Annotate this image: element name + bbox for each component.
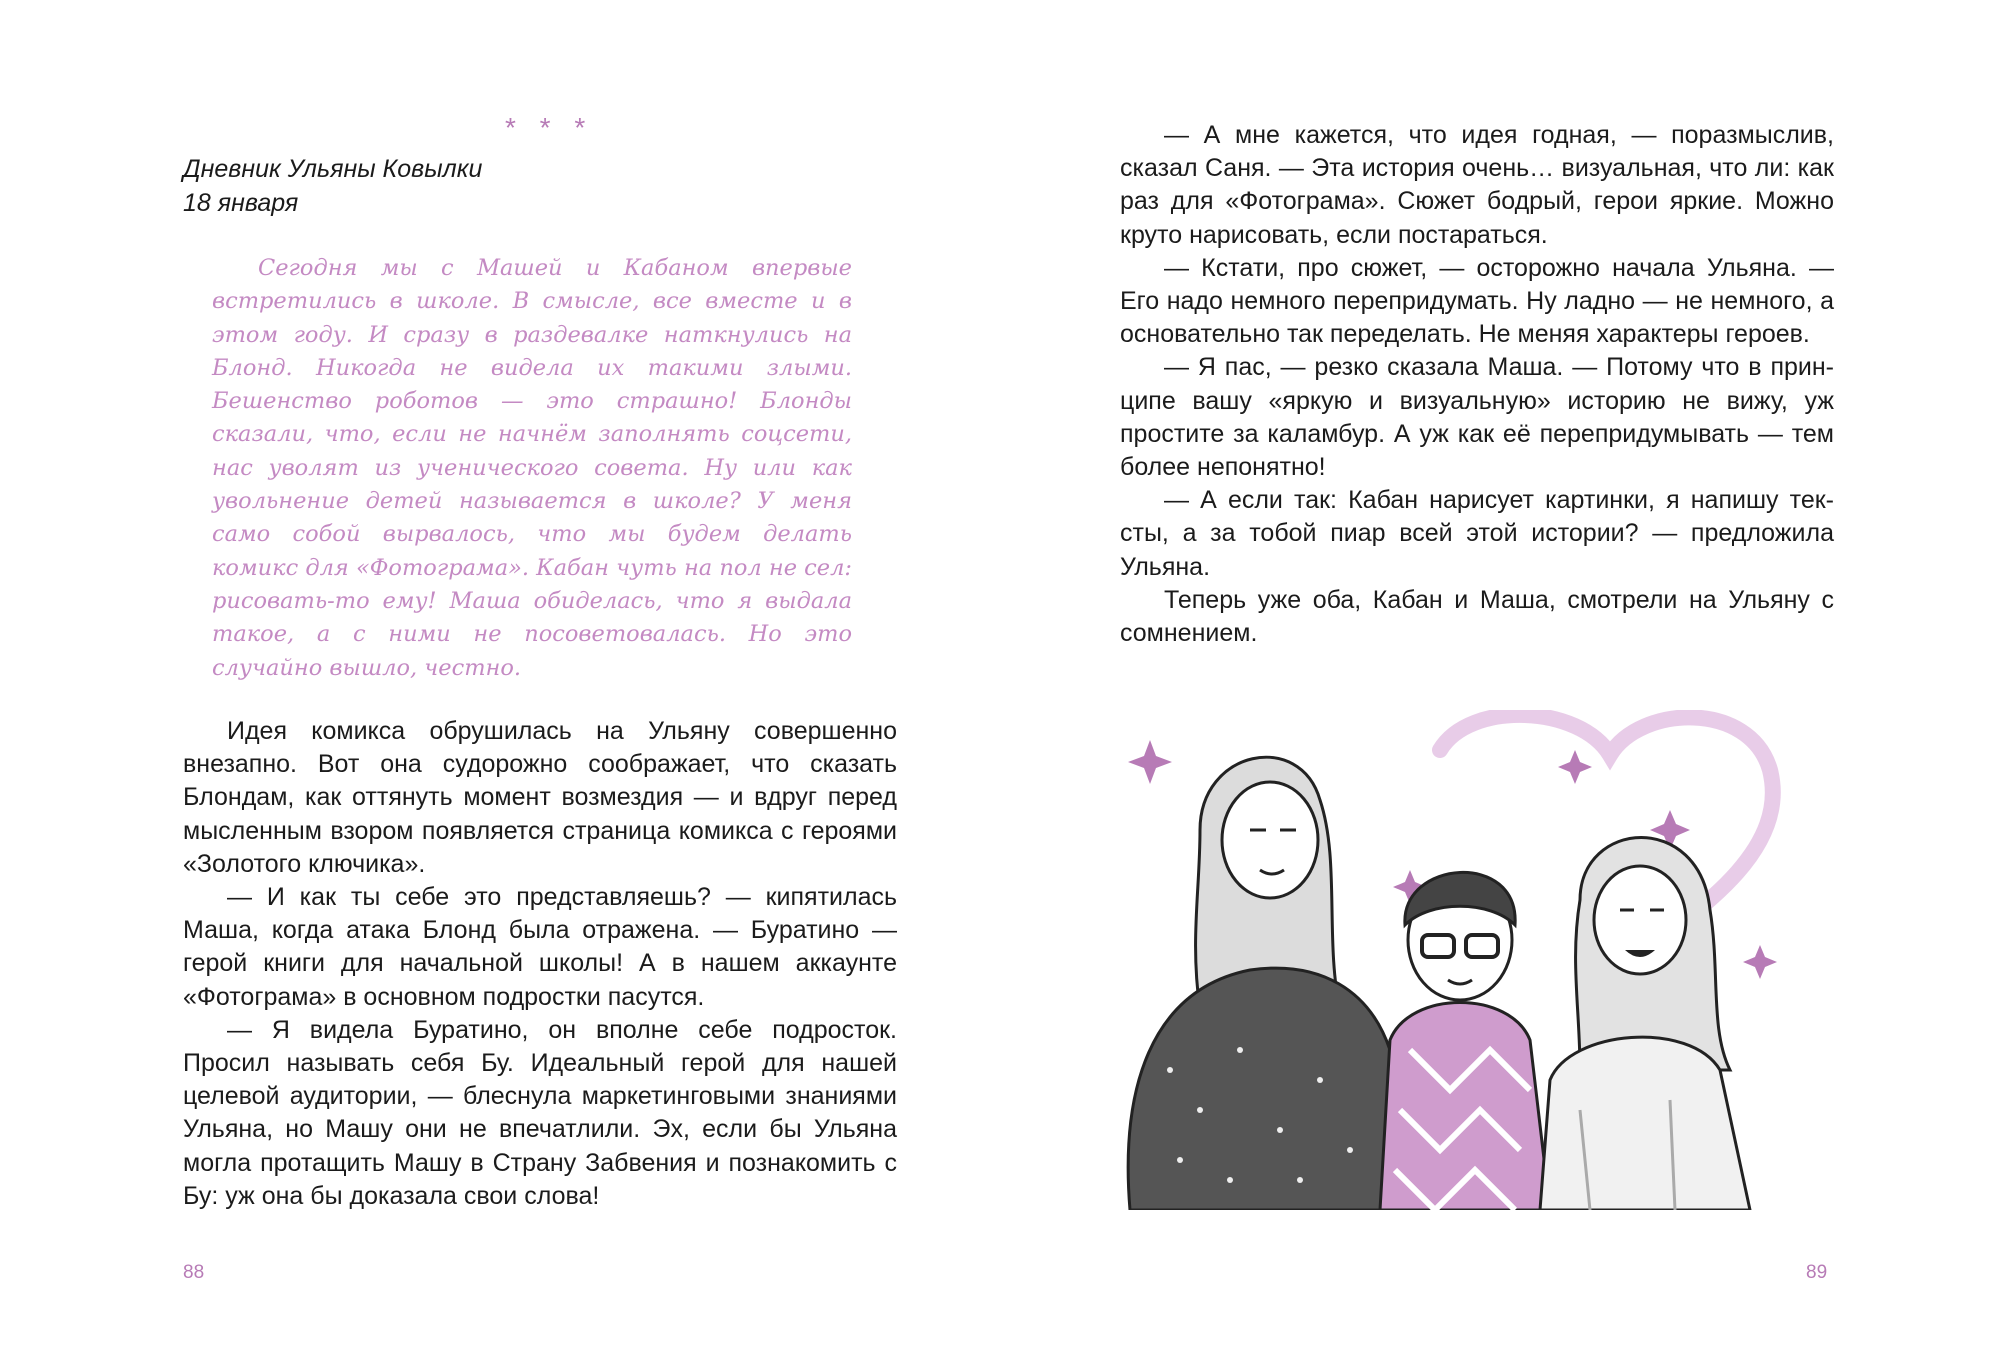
sparkle-icon [1558,750,1592,784]
character-middle [1380,872,1550,1210]
three-friends-illustration [1110,710,1830,1210]
section-separator: * * * [505,112,594,143]
page-number-right: 89 [1806,1262,1828,1283]
character-left [1128,757,1410,1210]
sparkle-icon [1128,740,1172,784]
page-number-left: 88 [183,1262,205,1283]
paragraph: — Я пас, — резко сказала Маша. — Потому что в принципе вашу «яркую и визуальную» историю не вижу, уж простите за каламбур. А уж как её перепридумывать — тем более непонятно! [1120,353,1834,482]
right-page [1000,0,2000,1370]
paragraph: — А если так: Кабан нарисует картинки, я напишу тексты, а за тобой пиар всей этой истории? — предложила Ульяна. [1120,486,1834,581]
diary-title: Дневник Ульяны Ковылки [183,155,483,183]
paragraph: — А мне кажется, что идея годная, — поразмыслив, сказал Саня. — Эта история очень… визуальная, что ли: как раз для «Фотограма». Сюжет бодрый, герои яркие. Можно круто нарисовать, если постараться. [1120,121,1834,249]
paragraph: Теперь уже оба, Кабан и Маша, смотрели на Ульяну с сомнением. [1120,585,1834,648]
left-body-text [183,715,897,1213]
diary-entry [212,252,852,685]
right-body-text [1120,119,1834,650]
diary-heading [183,152,482,220]
paragraph: — И как ты себе это представляешь? — кипятилась Маша, когда атака Блонд была отражена. — Буратино — герой книги для начальной школы! А в нашем аккаунте «Фотограма» в основном подростки пасутся. [183,883,897,1011]
paragraph: Идея комикса обрушилась на Ульяну совершенно внезапно. Вот она судорожно соображает, что сказать Блондам, как оттянуть момент возмездия — и вдруг перед мысленным взором появляется страница комикса с героями «Золотого ключика». [183,717,897,878]
diary-entry-text: Сегодня мы с Машей и Кабаном впервые встретились в школе. В смысле, все вместе и в этом году. И сразу в раздевалке наткнулись на Блонд. Никогда не видела их такими злыми. Бешенство роботов — это страшно! Блонды сказали, что, если не начнём заполнять соцсети, нас уволят из ученического совета. Ну или как увольнение детей называется в школе? У меня само собой вырвалось, что мы будем делать комикс для «Фотограма». Кабан чуть на пол не сел: рисовать-то ему! Маша обиделась, что я выдала такое, а с ними не посоветовалась. Но это случайно вышло, честно. [212,255,852,681]
diary-date: 18 января [183,189,299,217]
sparkle-icon [1743,945,1777,979]
paragraph: — Кстати, про сюжет, — осторожно начала Ульяна. — Его надо немного перепридумать. Ну ладно — не немного, а основательно так переделать. Не меняя характеры героев. [1120,253,1834,349]
paragraph: — Я видела Буратино, он вполне себе подросток. Просил называть себя Бу. Идеальный герой для нашей целевой аудитории, — блеснула маркетинговыми знаниями Ульяна, но Машу они не впечатлили. Эх, если бы Ульяна могла протащить Машу в Страну Забвения и познакомить с Бу: уж она бы доказала свои слова! [183,1015,897,1210]
